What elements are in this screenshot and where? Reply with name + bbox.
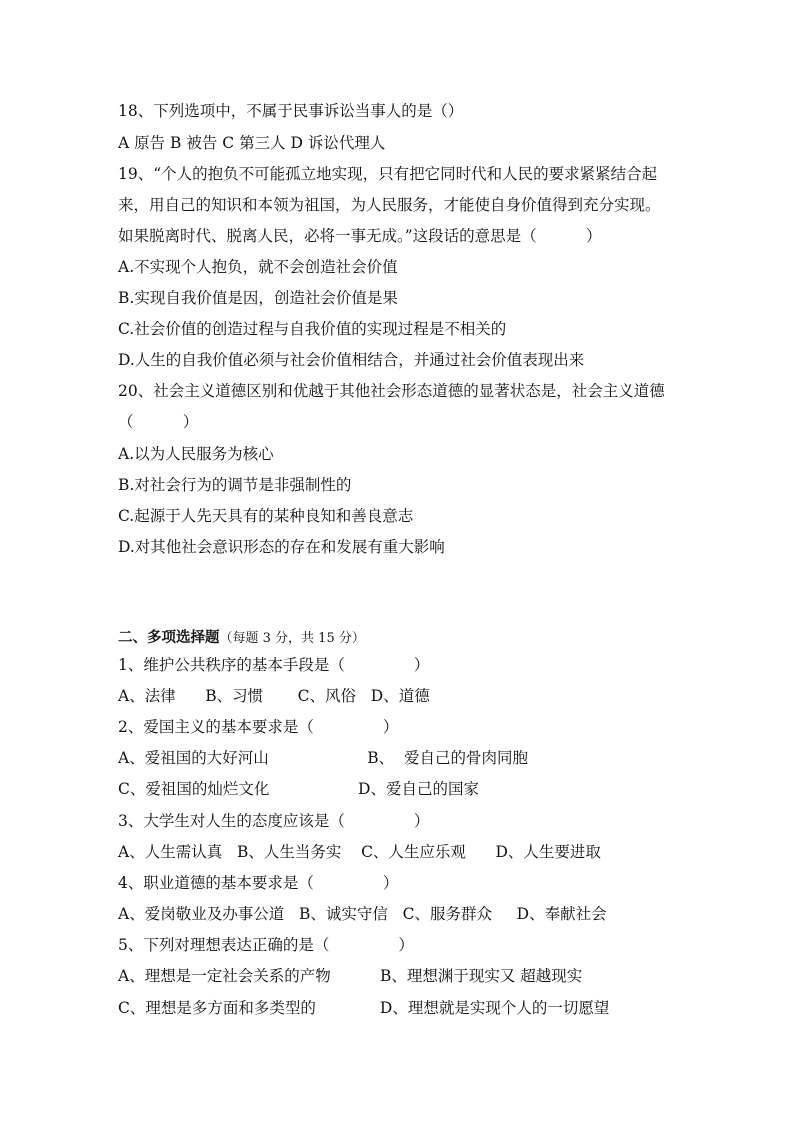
- mc-question-5-options-line-2: C、理想是多方面和多类型的 D、理想就是实现个人的一切愿望: [118, 999, 610, 1017]
- question-20-option-c: C.起源于人先天具有的某种良知和善良意志: [118, 507, 414, 525]
- question-19-option-c: C.社会价值的创造过程与自我价值的实现过程是不相关的: [118, 320, 507, 338]
- mc-question-2-stem: 2、爱国主义的基本要求是（ ）: [118, 718, 399, 736]
- question-20-option-a: A.以为人民服务为核心: [118, 445, 274, 463]
- mc-question-1-stem: 1、维护公共秩序的基本手段是（ ）: [118, 656, 430, 674]
- mc-question-2-options-line-1: A、爱祖国的大好河山 B、 爱自己的骨肉同胞: [118, 749, 528, 767]
- question-19-option-b: B.实现自我价值是因，创造社会价值是果: [118, 289, 398, 307]
- question-19-stem-line-1: 19、“个人的抱负不可能孤立地实现，只有把它同时代和人民的要求紧紧结合起: [118, 165, 658, 183]
- section-heading: [118, 628, 365, 649]
- question-18-options: A 原告 B 被告 C 第三人 D 诉讼代理人: [118, 134, 386, 152]
- mc-question-3-options: A、人生需认真 B、人生当务实 C、人生应乐观 D、人生要进取: [118, 843, 601, 861]
- question-19-stem-line-3: 如果脱离时代、脱离人民，必将一事无成。”这段话的意思是（ ）: [118, 227, 602, 245]
- mc-question-5-stem: 5、下列对理想表达正确的是（ ）: [118, 936, 414, 954]
- question-20-option-b: B.对社会行为的调节是非强制性的: [118, 476, 352, 494]
- mc-question-4-options: A、爱岗敬业及办事公道 B、诚实守信 C、服务群众 D、奉献社会: [118, 905, 607, 923]
- mc-question-4-stem: 4、职业道德的基本要求是（ ）: [118, 874, 399, 892]
- question-18-stem: 18、下列选项中，不属于民事诉讼当事人的是（）: [118, 102, 464, 120]
- question-20-option-d: D.对其他社会意识形态的存在和发展有重大影响: [118, 538, 445, 556]
- section-title: 二、多项选择题: [118, 629, 220, 646]
- question-19-option-d: D.人生的自我价值必须与社会价值相结合，并通过社会价值表现出来: [118, 351, 585, 369]
- mc-question-1-options: A、法律 B、习惯 C、风俗 D、道德: [118, 687, 430, 705]
- mc-question-3-stem: 3、大学生对人生的态度应该是（ ）: [118, 812, 430, 830]
- section-note: （每题 3 分，共 15 分）: [219, 631, 365, 646]
- question-19-option-a: A.不实现个人抱负，就不会创造社会价值: [118, 258, 398, 276]
- question-20-stem-line-1: 20、社会主义道德区别和优越于其他社会形态道德的显著状态是，社会主义道德: [118, 382, 665, 400]
- mc-question-5-options-line-1: A、理想是一定社会关系的产物 B、理想渊于现实又 超越现实: [118, 967, 583, 985]
- mc-question-2-options-line-2: C、爱祖国的灿烂文化 D、爱自己的国家: [118, 780, 479, 798]
- question-19-stem-line-2: 来，用自己的知识和本领为祖国，为人民服务，才能使自身价值得到充分实现。: [118, 196, 661, 214]
- question-20-stem-line-2: （ ）: [118, 413, 199, 431]
